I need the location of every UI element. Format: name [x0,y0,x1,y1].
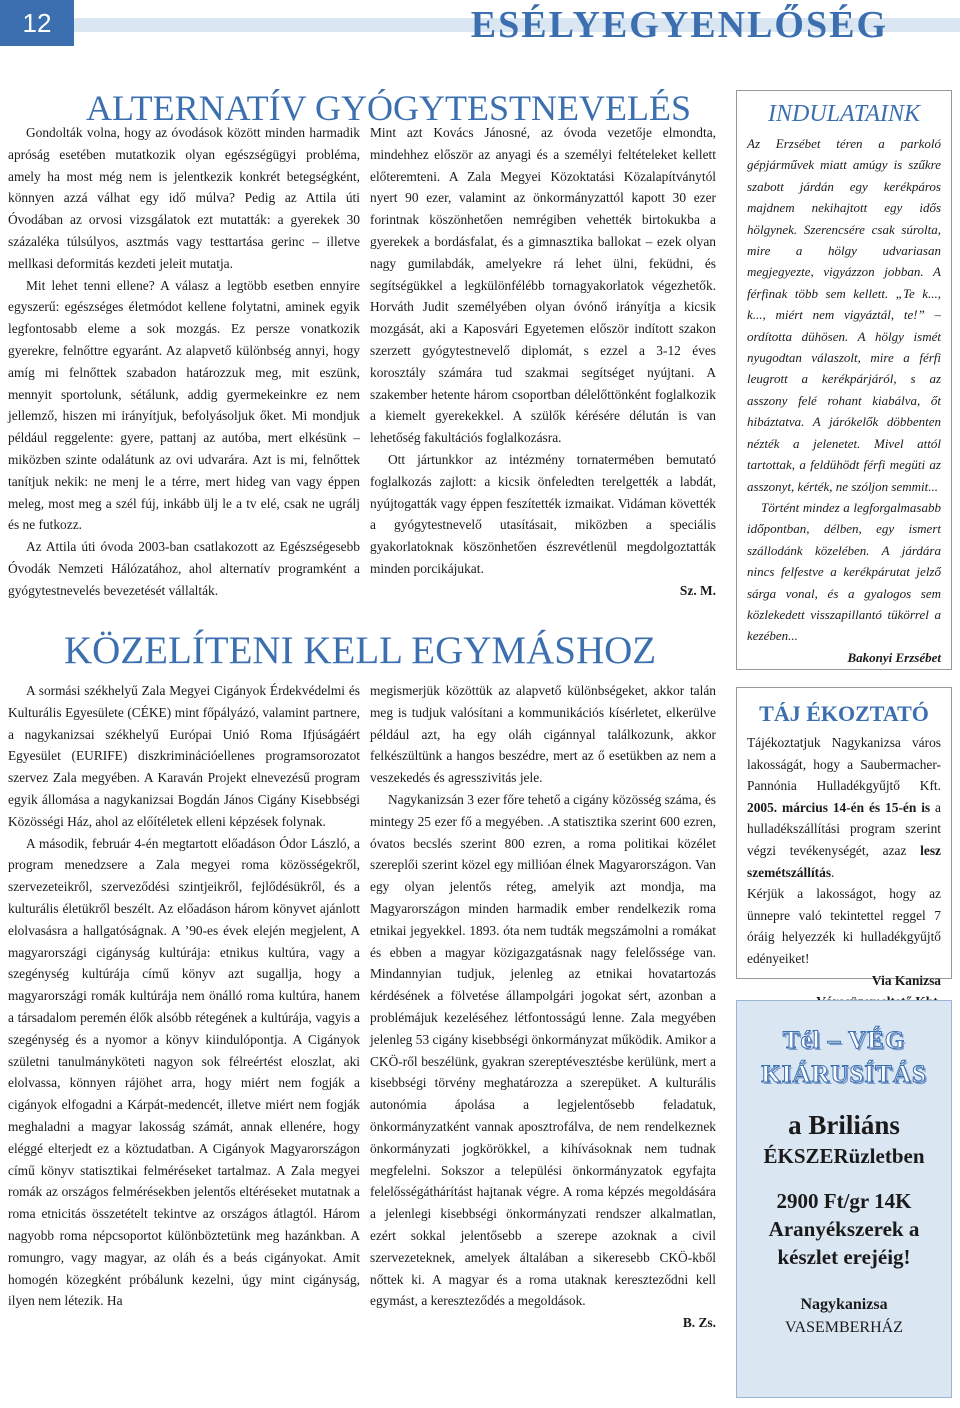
article1-col2-para: Mint azt Kovács Jánosné, az óvoda vezetője elmondta, mindehhez először az anyagi és a személyi feltételeket kellett előteremteni. A Zala Megyei Közoktatási Közalapítványtól nyert 90 ezer, valamint az önkormányzattól kapott 30 ezer forintnak köszönhetően nemrégiben vehették birtokukba a gyerekek a bordásfalat, és a gimnasztika ballokat – ezek olyan nagy gumilabdák, amelyekre rá lehet ülni, feküdni, és segítségükkel a legkülönfélébb tornagyakorlatok végezhetők. Horváth Judit személyében olyan óvónő irányítja a kicsik mozgását, aki a Kaposvári Egyetemen először indított szakon szerzett gyógytestnevelő diplomát, s ezzel a 3-12 éves korosztály számára tud szakmai segítséget nyújtani. A szakember hetente három csoportban délelőttönként foglalkozik a kiemelt gyerekekkel. A szülők kérésére délután is van lehetőség fakultációs foglalkozásra. [370,125,716,446]
article2-col2 [370,680,716,1334]
tajekoztato-title: TÁJ ÉKOZTATÓ [759,701,929,726]
tajekoztato-text: Tájékoztatjuk Nagykanizsa város lakosságát, hogy a Saubermacher-Pannónia Hulladékgyűjtő Kft. [747,735,941,794]
article2-col1-para: A második, február 4-én megtartott előadáson Ódor László, a program menedzsere a Zala megyei roma közösségekről, szervezeteikről, szerveződési szintjeikről, fejlődésükről, és a kulturális életükről beszélt. Az előadáson három könyvet ajánlott elolvasásra a hallgatóságnak. A ’90-es évek elején megjelent, A magyarországi cigányság kultúrája: etnikus kultúra, vagy a szegénység kultúrája című könyv azt sugallja, hogy a magyarországi romák kultúrája nem önálló roma kultúra, hanem a társadalom peremén élők alsóbb rétegének a kultúrája, vagyis a szegénység és a nyomor a könyv kiindulópontja. A Cigányok születni tanulmányköteti nagyon sok félreértést eloszlat, aki elolvassa, könnyen rájöhet arra, hogy miért nem fogják a cigányok elfogadni a Kárpát-medencét, illetve miért nem fogják meghaladni a magyar lakosság számát, annak ellenére, hogy eléggé elterjedt ez a köztudatban. A Cigányok Magyarországon című könyv statisztikai felméréseket tartalmaz. A Zala megyei romák az országos felmérésekben jelentős eltéréseket mutatnak a roma etnicitás összetételt tekintve az országos átlagtól. Három nagyobb roma népcsoportot különböztetünk meg hazánkban. A romungro, vagy magyar, az oláh és a beás cigányokat. Amit homogén közegként próbálunk kezelni, úgy mint cigányság, ilyen nem létezik. Ha [8,835,360,1309]
article1-col1-para: Gondolták volna, hogy az óvodások között minden harmadik apróság esetében mutatkozik olyan egészségügyi probléma, amely ha most még nem is jelentkezik konkrét betegségként, könnyen azzá válhat egy idő múlva? Pedig az Attila úti Óvodában az orvosi vizsgálatok ezt mutatták: a gyerekek 30 százaléka túlsúlyos, asztmás vagy testtartása gerinc – illetve mellkasi deformitás kezdeti jeleit mutatja. [8,125,360,271]
article2-col2-para: Nagykanizsán 3 ezer főre tehető a cigány közösség száma, és mintegy 25 ezer fő a megyében. .A statisztika szerint 600 ezren, óvatos becslés szerint 800 ezren, a roma politikai közélet szereplői szerint közel egy millióan élnek Magyarországon. Van egy olyan jelentős réteg, amelyik azt mondja, ma Magyarországon minden harmadik ember rendelkezik roma etnikai jegyekkel. 1893. óta nem tudták megszámolni a romákat és ebben a magyar közigazgatásnak nagy felelőssége van. Mindannyian tudjuk, jelenleg az etnikai hovatartozás kérdésének a fölvetése állampolgári jogokat sért, azonban a problémájuk kezeléséhez létfontosságú lenne. Zala megyében jelenleg 53 cigány kisebbségi önkormányzat működik. Amikor a CKÖ-ről beszélünk, gyakran szereptévesztésbe kerülünk, mert a kisebbségi törvény meghatározza a szerepüket. A kulturális autonómia ápolása a legjelentősebb feladatuk, önkormányzatként vannak aposztrofálva, de nem rendelkeznek önkormányzati jogkörökkel, a kihívásoknak nem tudnak megfelelni. Sokszor a települési önkormányzatok egyfajta felelősségáthárítást hajtanak végre. A roma képzés megoldására a jelenlegi kisebbségi önkormányzati rendszer alkalmatlan, ezért sokkal jelentősebb a szerepe azoknak a civil szervezeteknek, amelyek általában a sikeresebb CKÖ-kből nőttek ki. A magyar és a roma utaknak kereszteződni kell egymást, a kereszteződés a megoldások. [370,791,716,1309]
article2-signature: B. Zs. [682,1315,716,1331]
tajekoztato-text-2: Kérjük a lakosságot, hogy az ünnepre való tekintettel reggel 7 óráig helyezzék ki hulladékgyűjtő edényeiket! [747,886,941,966]
page-header [0,0,960,50]
sidebar-tajekoztato [736,687,952,988]
article2-col1 [8,680,360,1312]
article1-col1 [8,122,360,602]
indulataink-para: Történt mindez a legforgalmasabb időpontban, délben, egy ismert szállodánk közelében. A járdára nincs felfestve a kerékpárutat jelző sárga vonal, és a gyalogos sem közlekedett visszapillantó tükörrel a kezében... [747,499,941,644]
section-title: ESÉLYEGYENLŐSÉG [470,4,888,46]
article1-col2-para: Ott jártunkkor az intézmény tornatermében bemutató foglalkozás zajlott: a kicsik önfeledten terelgették a labdát, nyújtogatták vagy éppen feszítették izmaikat. Vidáman követték a gyógytestnevelő utasításait, miközben a speciális gyakorlatoknak köszönhetően észrevétlenül megdolgoztatták minden porcikájukat. [370,451,716,576]
ad-line1: Tél – VÉG [782,1027,906,1054]
indulataink-signature: Bakonyi Erzsébet [847,649,941,665]
article1-signature: Sz. M. [679,582,716,598]
indulataink-para: Az Erzsébet téren a parkoló gépjárművek miatt amúgy is szűkre szabott járdán egy kerékpáros majdnem nekihajtott egy idős hölgynek. Szerencsére csak súrolta, mire a hölgy udvariasan megjegyezte, vigyázzon jobban. A férfinak több sem kellett. „Te k..., k..., miért nem vigyáztál, te!” – ordította dühösen. A hölgy ismét nyugodtan válaszolt, mire a férfi leugrott a kerékpárjáról, s az asszony felé rohant kiabálva, őt hibáztatva. A járókelők döbbenten nézték a jelenetet. Mivel attól tartottak, a feldühödt férfi megüti az asszonyt, kérték, ne szóljon semmit... [747,136,941,494]
article1-col1-para: Mit lehet tenni ellene? A válasz a legtöbb esetben ennyire egyszerű: egészséges életmódot kellene folytatni, aminek egyik legfontosabb eleme a sok mozgás. Ez persze vonatkozik gyerekre, felnőttre egyaránt. Az alapvető különbség annyi, hogy amíg mi felnőttek szabadon határozzuk meg, mit eszünk, mennyit sportolunk, sétálunk, addig gyermekeinkre ez nem jellemző, hiszen mi irányítjuk, befolyásoljuk őket. Mi mondjuk például reggelente: gyere, pattanj az autóba, mert elkésünk – miközben szinte odalátunk az ovi udvarára. Azt is mi, felnőttek tanítjuk nekik: ne menj le a térre, mert hideg van vagy éppen meleg, most meg a szél fúj, inkább ülj le a tv elé, csak ne ugrálj és ne futkozz. [8,277,360,533]
ad-price1: 2900 Ft/gr 14K [776,1189,912,1213]
tajekoztato-sig1: Via Kanizsa [871,972,941,988]
tajekoztato-text: a hulladékszállítási program szerint végzi tevékenységét, azaz [747,799,941,858]
tajekoztato-text: . [831,864,835,880]
ad-line3: a Briliáns [788,1110,900,1140]
sale-advertisement [736,1000,952,1398]
article2-title: KÖZELÍTENI KELL EGYMÁSHOZ [64,629,657,672]
tajekoztato-dates: 2005. március 14-én és 15-én is [747,799,931,815]
article2-col1-para: A sormási székhelyű Zala Megyei Cigányok Érdekvédelmi és Kulturális Egyesülete (CÉKE) mint főpályázó, valamint partnere, a nagykanizsai székhelyű Európai Unió Roma Ifjúságáért Egyesület (EURIFE) diszkriminációellenes programsorozatot szervez Zala megyében. A Karaván Projekt elnevezésű program egyik állomása a nagykanizsai Bogdán János Cigány Kisebbségi Közösségi Ház, ahol az előítéletek elleni képzések folynak. [8,683,360,829]
ad-line2: KIÁRUSÍTÁS [761,1061,927,1088]
article2-col2-para: megismerjük közöttük az alapvető különbségeket, akkor talán meg is tudjuk valósítani a kommunikációs kísérletet, elkerülve például azt, ha egy oláh cigánnyal találkozunk, akkor felkészültünk a hangos beszédre, mert az ő esetükben az nem a veszekedés és agresszivitás jele. [370,683,716,786]
ad-line4: ÉKSZERüzletben [763,1144,925,1168]
article1-col1-para: Az Attila úti óvoda 2003-ban csatlakozott az Egészségesebb Óvodák Nemzeti Hálózatához, ahol alternatív programként a gyógytestnevelés bevezetését vállalták. [8,539,360,598]
ad-price2: Aranyékszerek a [768,1217,920,1241]
ad-foot1: Nagykanizsa [800,1296,888,1313]
article1-col2 [370,122,716,602]
sidebar-indulataink [736,90,952,670]
article1-title: ALTERNATÍV GYÓGYTESTNEVELÉS [86,88,691,128]
page-number: 12 [22,8,52,38]
tajekoztato-lesz: lesz szemétszállítás [747,842,941,880]
indulataink-title: INDULATAINK [767,101,920,127]
ad-price3: készlet erejéig! [777,1245,911,1269]
ad-foot2: VASEMBERHÁZ [785,1319,903,1336]
